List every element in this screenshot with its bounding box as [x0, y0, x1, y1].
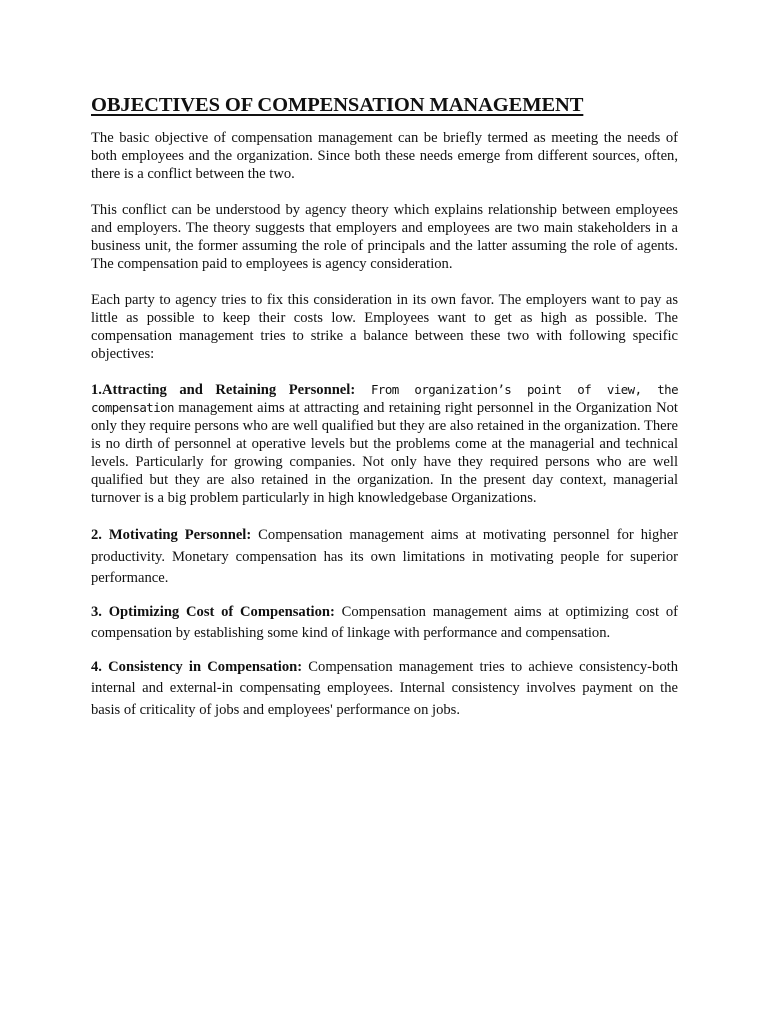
objective-text: management aims at attracting and retaining right personnel in the Organization Not only they require persons who are well qualified but they are also retained in the organization. There is no dirth of personnel at operative levels but the problems come at the managerial and technical levels. Particularly for growing companies. Not only have they required persons who are well qualified but they are also retained in the organization. In the present day context, managerial turnover is a big problem particularly in high knowledgebase Organizations. — [91, 400, 678, 506]
balance-paragraph: Each party to agency tries to fix this consideration in its own favor. The employers want to pay as little as possible to keep their costs low. Employees want to get as high as possible. The compensation management tries to strike a balance between these two with following specific objectives: — [91, 292, 678, 362]
objective-optimizing-cost — [91, 602, 678, 645]
objective-consistency — [91, 657, 678, 722]
page-title: OBJECTIVES OF COMPENSATION MANAGEMENT — [91, 94, 584, 116]
objective-text: Compensation management aims at motivating personnel for higher productivity. Monetary compensation has its own limitations in motivating people for superior performance. — [91, 527, 678, 586]
intro-paragraph: The basic objective of compensation management can be briefly termed as meeting the needs of both employees and the organization. Since both these needs emerge from different sources, often, there is a conflict between the two. — [91, 130, 678, 182]
agency-theory-paragraph: This conflict can be understood by agency theory which explains relationship between employees and employers. The theory suggests that employers and employees are two main stakeholders in a business unit, the former assuming the role of principals and the latter assuming the role of agents. The compensation paid to employees is agency consideration. — [91, 202, 678, 272]
objective-text: Compensation management aims at optimizing cost of compensation by establishing some kind of linkage with performance and compensation. — [91, 603, 679, 641]
document-page — [91, 92, 678, 733]
objective-label: 3. Optimizing Cost of Compensation: — [91, 603, 335, 620]
objective-text: Compensation management tries to achieve consistency-both internal and external-in compensating employees. Internal consistency involves payment on the basis of criticality of jobs and employees' performance on jobs. — [91, 658, 678, 718]
objective-label: 1.Attracting and Retaining Personnel: — [91, 382, 356, 398]
objective-motivating — [91, 525, 678, 590]
objective-label: 2. Motivating Personnel: — [91, 527, 252, 543]
objective-lead-text: From organization’s point of view, the compensation — [91, 382, 678, 415]
objective-attracting-retaining — [91, 381, 678, 507]
objective-label: 4. Consistency in Compensation: — [91, 658, 303, 675]
